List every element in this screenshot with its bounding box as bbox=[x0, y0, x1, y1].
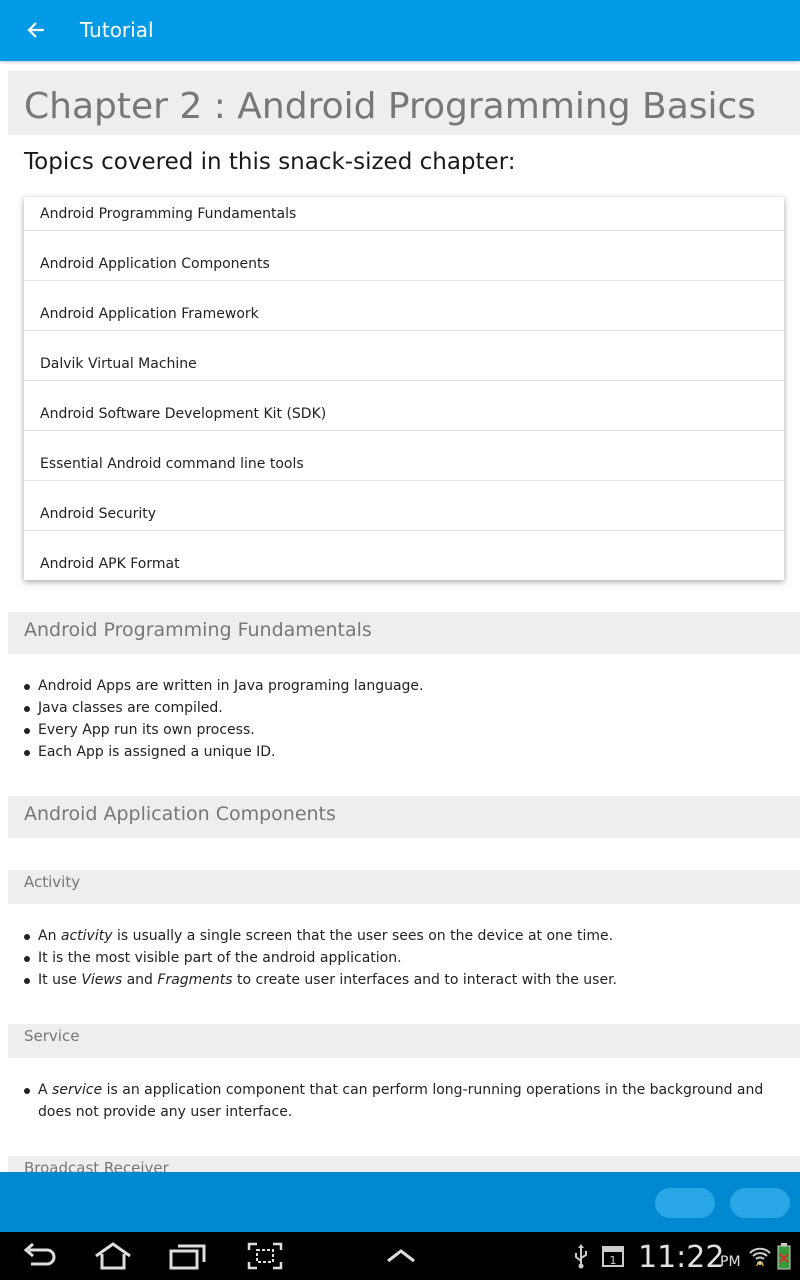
topic-item-components[interactable]: Android Application Components bbox=[24, 231, 784, 281]
home-icon[interactable] bbox=[92, 1240, 134, 1272]
fundamentals-bullet-list bbox=[24, 675, 784, 763]
section-header-components: Android Application Components bbox=[8, 796, 800, 838]
system-navigation-bar bbox=[0, 1232, 800, 1280]
wifi-icon bbox=[748, 1240, 772, 1272]
list-item: Each App is assigned a unique ID. bbox=[24, 741, 784, 763]
list-item: Android Apps are written in Java programing language. bbox=[24, 675, 784, 697]
activity-bullet-list bbox=[24, 925, 784, 991]
chapter-title-banner bbox=[8, 71, 800, 135]
app-title: Tutorial bbox=[80, 18, 154, 42]
list-item: Every App run its own process. bbox=[24, 719, 784, 741]
list-item: It use Views and Fragments to create user interfaces and to interact with the user. bbox=[24, 969, 784, 991]
subsection-header-activity: Activity bbox=[8, 870, 800, 904]
app-bar bbox=[0, 0, 800, 61]
service-bullet-list bbox=[24, 1079, 784, 1123]
list-item: A service is an application component that can perform long-running operations in the background and does not provide any user interface. bbox=[24, 1079, 784, 1123]
topic-item-security[interactable]: Android Security bbox=[24, 481, 784, 531]
chapter-title: Chapter 2 : Android Programming Basics bbox=[24, 86, 757, 127]
section-header-fundamentals: Android Programming Fundamentals bbox=[8, 612, 800, 654]
topic-item-apk-format[interactable]: Android APK Format bbox=[40, 556, 180, 572]
topics-list bbox=[24, 197, 784, 580]
clock-time: 11:22 bbox=[638, 1240, 725, 1275]
bottom-navigation-bar bbox=[0, 1172, 800, 1232]
topic-item-command-line-tools[interactable]: Essential Android command line tools bbox=[24, 431, 784, 481]
up-chevron-icon[interactable] bbox=[383, 1240, 419, 1272]
next-page-button[interactable] bbox=[730, 1188, 790, 1218]
recent-apps-icon[interactable] bbox=[168, 1240, 208, 1272]
svg-text:1: 1 bbox=[609, 1254, 617, 1267]
back-icon[interactable] bbox=[20, 1240, 58, 1272]
battery-icon bbox=[776, 1240, 792, 1272]
calendar-icon bbox=[600, 1240, 626, 1272]
list-item: An activity is usually a single screen that the user sees on the device at one time. bbox=[24, 925, 784, 947]
topic-item-sdk[interactable]: Android Software Development Kit (SDK) bbox=[24, 381, 784, 431]
subsection-header-broadcast-receiver: Broadcast Receiver bbox=[8, 1156, 800, 1172]
previous-page-button[interactable] bbox=[655, 1188, 715, 1218]
usb-icon bbox=[570, 1240, 592, 1272]
list-item: It is the most visible part of the android application. bbox=[24, 947, 784, 969]
topics-heading: Topics covered in this snack-sized chapter: bbox=[24, 149, 516, 175]
list-item: Java classes are compiled. bbox=[24, 697, 784, 719]
tutorial-content[interactable] bbox=[0, 61, 800, 1172]
subsection-header-service: Service bbox=[8, 1024, 800, 1058]
screenshot-icon[interactable] bbox=[245, 1240, 285, 1272]
topic-item-framework[interactable]: Android Application Framework bbox=[24, 281, 784, 331]
back-arrow-icon[interactable] bbox=[18, 12, 54, 48]
clock-ampm: PM bbox=[720, 1254, 741, 1270]
topic-item-fundamentals[interactable]: Android Programming Fundamentals bbox=[24, 197, 784, 231]
topic-item-dalvik[interactable]: Dalvik Virtual Machine bbox=[24, 331, 784, 381]
